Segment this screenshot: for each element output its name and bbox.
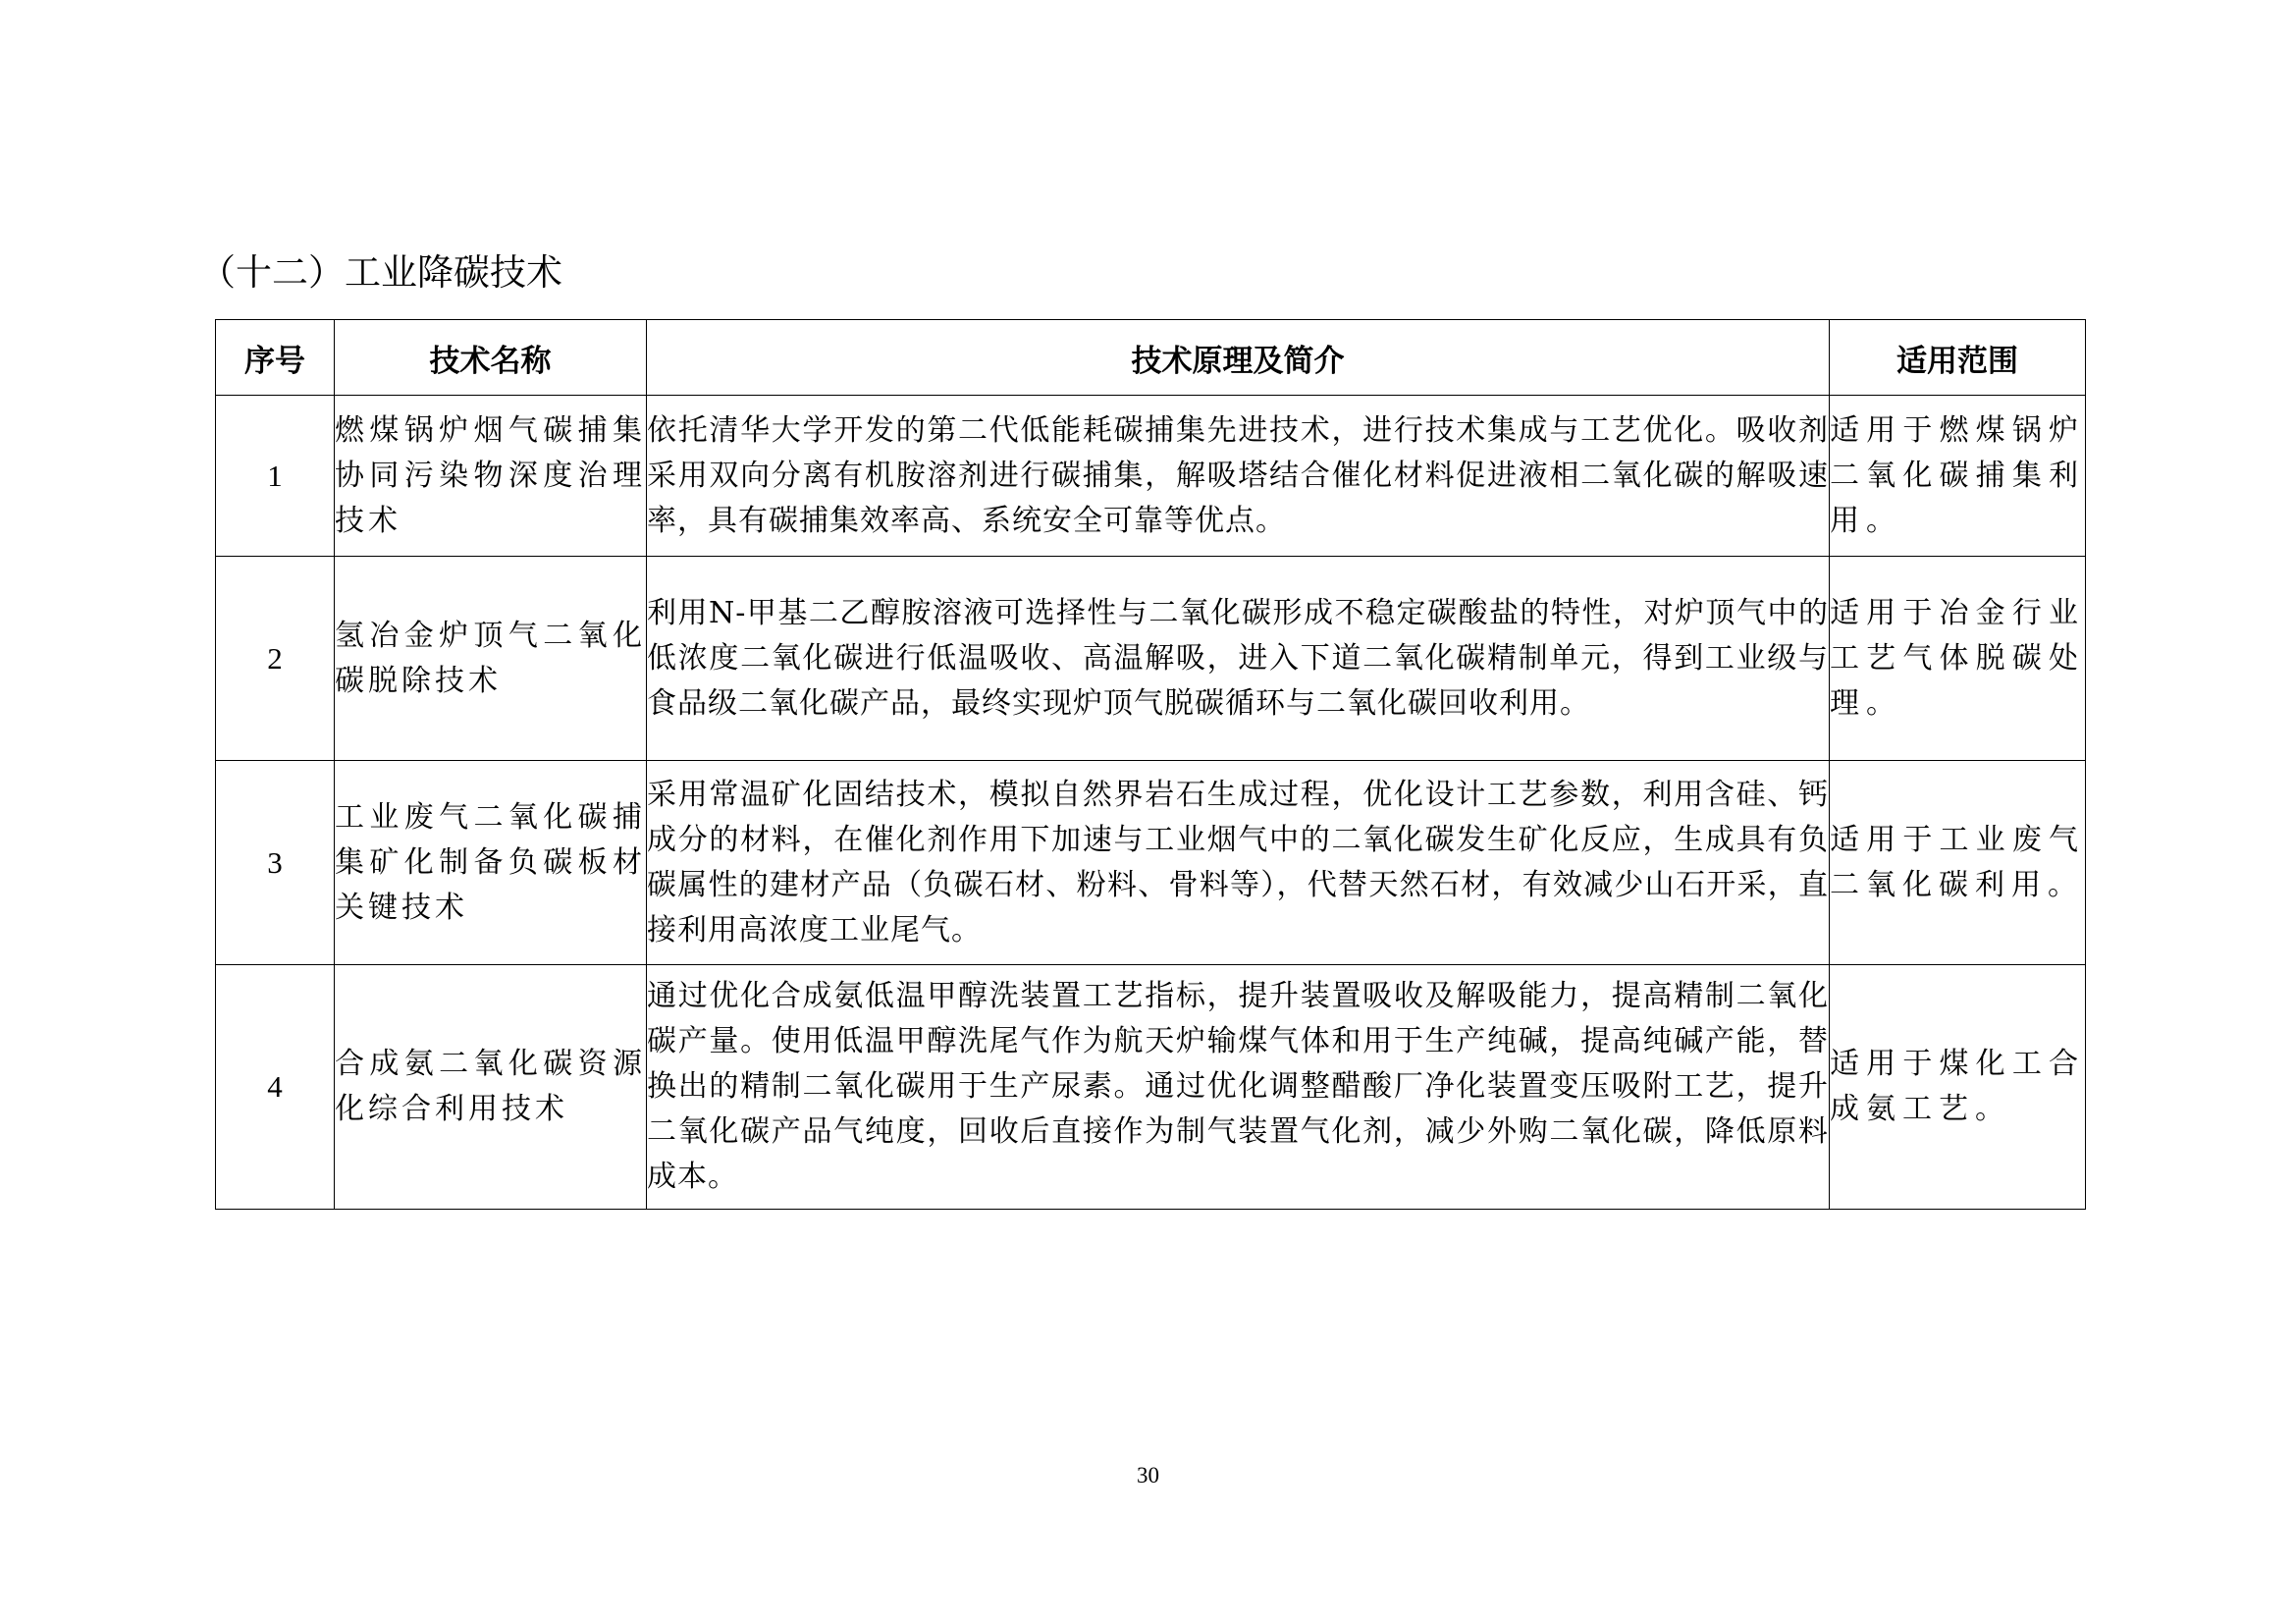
technology-name: 工业废气二氧化碳捕集矿化制备负碳板材关键技术 (335, 761, 647, 965)
technology-description: 采用常温矿化固结技术，模拟自然界岩石生成过程，优化设计工艺参数，利用含硅、钙成分的材料，在催化剂作用下加速与工业烟气中的二氧化碳发生矿化反应，生成具有负碳属性的建材产品（负碳石材、粉料、骨料等），代替天然石材，有效减少山石开采，直接利用高浓度工业尾气。 (647, 761, 1830, 965)
row-number: 3 (216, 761, 335, 965)
row-number: 2 (216, 557, 335, 761)
header-description: 技术原理及简介 (647, 320, 1830, 396)
technology-table (215, 319, 2086, 1210)
technology-description: 通过优化合成氨低温甲醇洗装置工艺指标，提升装置吸收及解吸能力，提高精制二氧化碳产量。使用低温甲醇洗尾气作为航天炉输煤气体和用于生产纯碱，提高纯碱产能，替换出的精制二氧化碳用于生产尿素。通过优化调整醋酸厂净化装置变压吸附工艺，提升二氧化碳产品气纯度，回收后直接作为制气装置气化剂，减少外购二氧化碳，降低原料成本。 (647, 965, 1830, 1210)
row-number: 4 (216, 965, 335, 1210)
header-name: 技术名称 (335, 320, 647, 396)
technology-description: 依托清华大学开发的第二代低能耗碳捕集先进技术，进行技术集成与工艺优化。吸收剂采用双向分离有机胺溶剂进行碳捕集，解吸塔结合催化材料促进液相二氧化碳的解吸速率，具有碳捕集效率高、系统安全可靠等优点。 (647, 396, 1830, 557)
table-row (216, 761, 2086, 965)
header-no: 序号 (216, 320, 335, 396)
application-scope: 适用于冶金行业工艺气体脱碳处理。 (1830, 557, 2086, 761)
section-title: （十二）工业降碳技术 (199, 251, 562, 294)
application-scope: 适用于燃煤锅炉二氧化碳捕集利用。 (1830, 396, 2086, 557)
technology-name: 合成氨二氧化碳资源化综合利用技术 (335, 965, 647, 1210)
table-row (216, 965, 2086, 1210)
application-scope: 适用于工业废气二氧化碳利用。 (1830, 761, 2086, 965)
application-scope: 适用于煤化工合成氨工艺。 (1830, 965, 2086, 1210)
table-header-row (216, 320, 2086, 396)
technology-description: 利用N-甲基二乙醇胺溶液可选择性与二氧化碳形成不稳定碳酸盐的特性，对炉顶气中的低浓度二氧化碳进行低温吸收、高温解吸，进入下道二氧化碳精制单元，得到工业级与食品级二氧化碳产品，最终实现炉顶气脱碳循环与二氧化碳回收利用。 (647, 557, 1830, 761)
header-scope: 适用范围 (1830, 320, 2086, 396)
page-number: 30 (1137, 1463, 1159, 1488)
technology-name: 燃煤锅炉烟气碳捕集协同污染物深度治理技术 (335, 396, 647, 557)
table-row (216, 557, 2086, 761)
technology-name: 氢冶金炉顶气二氧化碳脱除技术 (335, 557, 647, 761)
table-row (216, 396, 2086, 557)
row-number: 1 (216, 396, 335, 557)
